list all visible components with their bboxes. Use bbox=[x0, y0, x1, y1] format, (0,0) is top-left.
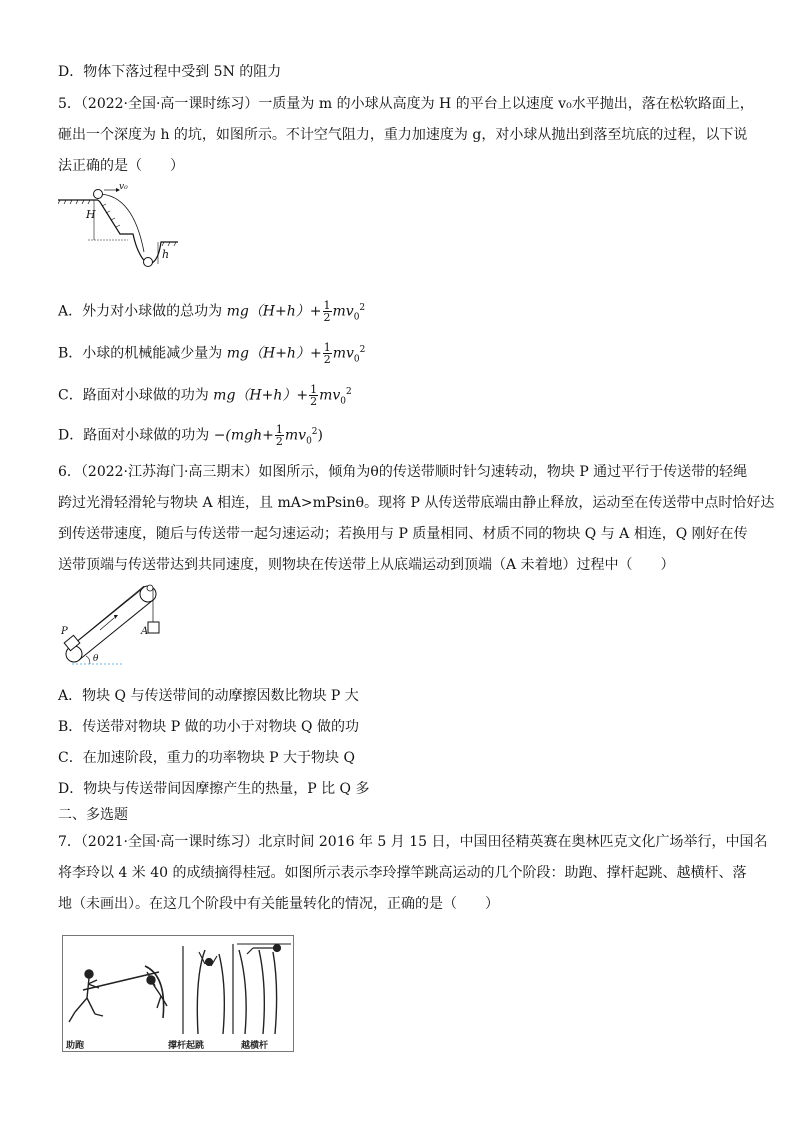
fraction-denominator: 2 bbox=[310, 395, 318, 409]
q5-option-d: D．路面对小球做的功为 −(mgh+ $\frac{1}{2}$ $mv_0^2$) bbox=[58, 423, 323, 449]
q6-option-a: A．物块 Q 与传送带间的动摩擦因数比物块 P 大 bbox=[58, 688, 359, 704]
q6-label-theta: θ bbox=[93, 654, 99, 664]
fraction-numerator: 1 bbox=[275, 423, 283, 437]
fraction-numerator: 1 bbox=[323, 341, 331, 355]
fraction-denominator: 2 bbox=[323, 311, 331, 325]
q5-option-d-text: D．路面对小球做的功为 bbox=[58, 427, 214, 444]
q5-option-c-expr: mg（H+h）+ bbox=[213, 387, 309, 404]
q5-option-b-expr: mg（H+h）+ bbox=[226, 345, 322, 362]
q5-stem-line1: 5．（2022·全国·高一课时练习）一质量为 m 的小球从高度为 H 的平台上以速度 v₀水平抛出，落在松软路面上， bbox=[58, 96, 754, 112]
q5-option-c-text: C．路面对小球做的功为 bbox=[58, 387, 214, 404]
pole-vault-drawing bbox=[63, 936, 293, 1051]
q5-option-d-expr: −(mgh+ bbox=[213, 427, 274, 444]
q5-label-h: h bbox=[162, 248, 170, 261]
q5-stem-line3: 法正确的是（ ） bbox=[58, 158, 184, 174]
q6-conveyor-figure bbox=[58, 578, 178, 670]
q6-label-A: A bbox=[141, 626, 149, 637]
q5-projectile-figure bbox=[58, 182, 178, 272]
q5-option-b: B．小球的机械能减少量为 mg（H+h）+ $\frac{1}{2}$ $mv_0^2$ bbox=[58, 341, 366, 367]
q4-option-d: D．物体下落过程中受到 5N 的阻力 bbox=[58, 64, 282, 80]
fraction-numerator: 1 bbox=[323, 299, 331, 313]
section-heading-multi-choice: 二、多选题 bbox=[58, 807, 128, 823]
q5-option-a: A．外力对小球做的总功为 mg（H+h）+ $\frac{1}{2}$ $mv_0^2$ bbox=[58, 299, 366, 325]
q7-label-bar-cross: 越横杆 bbox=[241, 1041, 269, 1051]
q5-option-c-tail: mv bbox=[319, 387, 341, 404]
q6-stem-line3: 到传送带速度，随后与传送带一起匀速运动；若换用与 P 质量相同、材质不同的物块 Q 与 A 相连，Q 刚好在传 bbox=[58, 526, 748, 542]
q6-option-d: D．物块与传送带间因摩擦产生的热量，P 比 Q 多 bbox=[58, 781, 370, 797]
q6-option-b: B．传送带对物块 P 做的功小于对物块 Q 做的功 bbox=[58, 719, 359, 735]
q6-option-c: C．在加速阶段，重力的功率物块 P 大于物块 Q bbox=[58, 750, 355, 766]
q7-stem-line3: 地（未画出）。在这几个阶段中有关能量转化的情况，正确的是（ ） bbox=[58, 896, 499, 912]
q5-label-H: H bbox=[86, 208, 96, 221]
q5-option-d-tail: mv bbox=[284, 427, 307, 444]
q6-stem-line1: 6．（2022·江苏海门·高三期末）如图所示，倾角为θ的传送带顺时针匀速转动，物块 P 通过平行于传送带的轻绳 bbox=[58, 464, 748, 480]
q5-option-a-fraction bbox=[323, 300, 332, 323]
fraction-denominator: 2 bbox=[275, 435, 283, 449]
q6-stem-line2: 跨过光滑轻滑轮与物块 A 相连，且 mA>mPsinθ。现将 P 从传送带底端由静止释放，运动至在传送带中点时恰好达 bbox=[58, 495, 775, 511]
q5-option-a-expr: mg（H+h）+ bbox=[226, 303, 322, 320]
q7-pole-vault-figure bbox=[62, 935, 294, 1052]
q5-option-b-fraction bbox=[323, 342, 332, 365]
q6-stem-line4: 送带顶端与传送带达到共同速度，则物块在传送带上从底端运动到顶端（A 未着地）过程中（ ） bbox=[58, 557, 675, 573]
q5-option-a-tail: mv bbox=[332, 303, 354, 320]
q5-stem-line2: 砸出一个深度为 h 的坑，如图所示。不计空气阻力，重力加速度为 g，对小球从抛出到落至坑底的过程，以下说 bbox=[58, 127, 748, 143]
q5-label-v0: v₀ bbox=[119, 182, 128, 192]
q5-option-d-fraction bbox=[275, 424, 284, 447]
q6-label-P: P bbox=[61, 626, 68, 637]
q5-option-b-text: B．小球的机械能减少量为 bbox=[58, 345, 227, 362]
fraction-numerator: 1 bbox=[310, 383, 318, 397]
q7-label-run: 助跑 bbox=[66, 1041, 85, 1051]
q5-option-c: C．路面对小球做的功为 mg（H+h）+ $\frac{1}{2}$ $mv_0^2$ bbox=[58, 383, 352, 409]
q5-option-a-text: A．外力对小球做的总功为 bbox=[58, 303, 227, 320]
q5-option-d-close: ) bbox=[317, 427, 323, 444]
q7-label-takeoff: 撑杆起跳 bbox=[168, 1041, 205, 1051]
q5-option-c-fraction bbox=[309, 384, 318, 407]
fraction-denominator: 2 bbox=[323, 353, 331, 367]
q5-option-b-tail: mv bbox=[332, 345, 354, 362]
q7-stem-line1: 7．（2021·全国·高一课时练习）北京时间 2016 年 5 月 15 日，中国田径精英赛在奥林匹克文化广场举行，中国名 bbox=[58, 834, 768, 850]
q7-stem-line2: 将李玲以 4 米 40 的成绩摘得桂冠。如图所示表示李玲撑竿跳高运动的几个阶段：助跑、撑杆起跳、越横杆、落 bbox=[58, 865, 747, 881]
